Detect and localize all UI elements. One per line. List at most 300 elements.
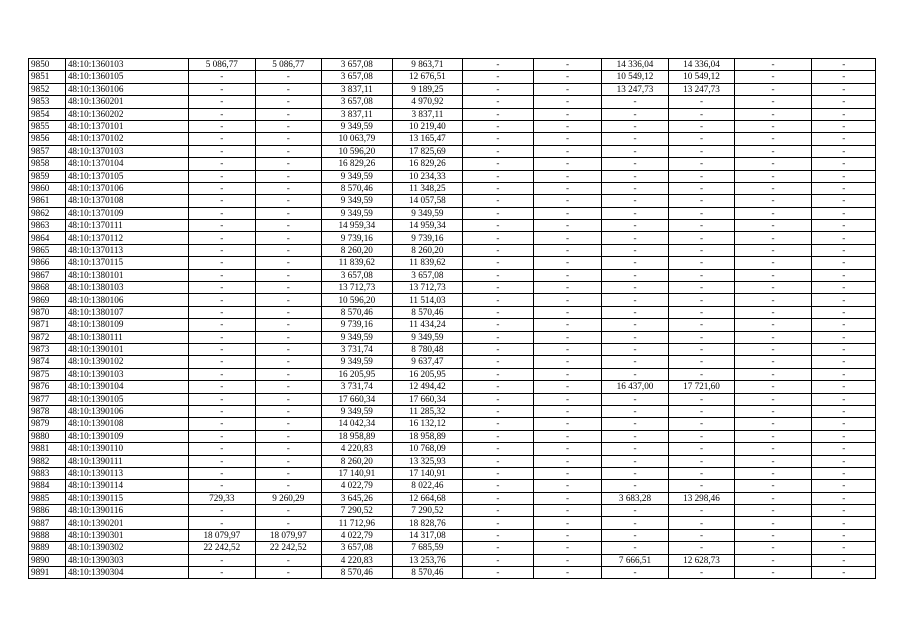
row-number-cell: 9881 [29, 443, 66, 455]
value-cell: - [256, 480, 321, 492]
value-cell: 7 666,51 [601, 554, 669, 566]
value-cell: 14 959,34 [393, 220, 463, 232]
cadastral-number-cell: 48:10:1390109 [65, 430, 188, 442]
value-cell: - [188, 554, 256, 566]
value-cell: 10 063,79 [321, 133, 393, 145]
table-row [29, 83, 876, 95]
value-cell: - [188, 356, 256, 368]
table-row [29, 343, 876, 355]
value-cell: - [601, 96, 669, 108]
cadastral-number-cell: 48:10:1390116 [65, 505, 188, 517]
value-cell: - [534, 554, 602, 566]
value-cell: - [669, 455, 734, 467]
row-number-cell: 9866 [29, 257, 66, 269]
cadastral-number-cell: 48:10:1390201 [65, 517, 188, 529]
value-cell: - [534, 467, 602, 479]
value-cell: 13 165,47 [393, 133, 463, 145]
value-cell: 11 348,25 [393, 182, 463, 194]
value-cell: - [812, 554, 876, 566]
value-cell: 4 022,79 [321, 529, 393, 541]
table-row [29, 517, 876, 529]
value-cell: - [812, 244, 876, 256]
table-row [29, 319, 876, 331]
value-cell: 16 132,12 [393, 418, 463, 430]
value-cell: - [601, 542, 669, 554]
table-row [29, 356, 876, 368]
value-cell: - [256, 96, 321, 108]
value-cell: - [256, 232, 321, 244]
cadastral-number-cell: 48:10:1390105 [65, 393, 188, 405]
row-number-cell: 9870 [29, 306, 66, 318]
value-cell: - [188, 195, 256, 207]
value-cell: - [462, 71, 534, 83]
value-cell: - [812, 443, 876, 455]
cadastral-number-cell: 48:10:1370111 [65, 220, 188, 232]
value-cell: 16 829,26 [393, 158, 463, 170]
value-cell: - [534, 59, 602, 71]
value-cell: - [812, 393, 876, 405]
value-cell: - [734, 505, 812, 517]
cadastral-number-cell: 48:10:1390110 [65, 443, 188, 455]
value-cell: - [734, 480, 812, 492]
value-cell: - [669, 443, 734, 455]
row-number-cell: 9884 [29, 480, 66, 492]
value-cell: - [534, 269, 602, 281]
value-cell: - [734, 306, 812, 318]
table-row [29, 505, 876, 517]
value-cell: 9 739,16 [393, 232, 463, 244]
value-cell: - [601, 257, 669, 269]
value-cell: 4 022,79 [321, 480, 393, 492]
value-cell: - [812, 120, 876, 132]
value-cell: - [734, 294, 812, 306]
value-cell: - [188, 257, 256, 269]
value-cell: - [812, 368, 876, 380]
value-cell: - [669, 257, 734, 269]
value-cell: - [601, 182, 669, 194]
value-cell: - [601, 567, 669, 579]
value-cell: 17 660,34 [321, 393, 393, 405]
value-cell: - [669, 145, 734, 157]
row-number-cell: 9873 [29, 343, 66, 355]
value-cell: - [669, 133, 734, 145]
value-cell: - [734, 542, 812, 554]
value-cell: - [534, 232, 602, 244]
value-cell: 9 349,59 [321, 356, 393, 368]
table-row [29, 71, 876, 83]
table-row [29, 567, 876, 579]
value-cell: - [669, 542, 734, 554]
value-cell: - [534, 480, 602, 492]
value-cell: - [734, 220, 812, 232]
value-cell: - [812, 542, 876, 554]
value-cell: - [669, 529, 734, 541]
value-cell: - [601, 170, 669, 182]
cadastral-number-cell: 48:10:1360106 [65, 83, 188, 95]
value-cell: - [601, 405, 669, 417]
value-cell: 3 837,11 [393, 108, 463, 120]
row-number-cell: 9853 [29, 96, 66, 108]
value-cell: - [601, 331, 669, 343]
table-row [29, 108, 876, 120]
value-cell: 12 628,73 [669, 554, 734, 566]
row-number-cell: 9856 [29, 133, 66, 145]
value-cell: - [534, 71, 602, 83]
row-number-cell: 9869 [29, 294, 66, 306]
value-cell: - [812, 294, 876, 306]
cadastral-number-cell: 48:10:1380109 [65, 319, 188, 331]
table-row [29, 294, 876, 306]
value-cell: 3 657,08 [321, 269, 393, 281]
table-row [29, 269, 876, 281]
value-cell: 3 657,08 [321, 59, 393, 71]
cadastral-number-cell: 48:10:1390113 [65, 467, 188, 479]
value-cell: 11 434,24 [393, 319, 463, 331]
value-cell: - [188, 145, 256, 157]
row-number-cell: 9871 [29, 319, 66, 331]
value-cell: - [734, 207, 812, 219]
value-cell: - [734, 133, 812, 145]
value-cell: - [669, 505, 734, 517]
value-cell: - [188, 455, 256, 467]
value-cell: 9 349,59 [321, 195, 393, 207]
table-row [29, 282, 876, 294]
value-cell: - [812, 220, 876, 232]
value-cell: - [669, 393, 734, 405]
table-row [29, 207, 876, 219]
value-cell: - [734, 405, 812, 417]
value-cell: - [188, 517, 256, 529]
value-cell: 10 549,12 [669, 71, 734, 83]
table-row [29, 381, 876, 393]
value-cell: 10 596,20 [321, 294, 393, 306]
value-cell: - [534, 381, 602, 393]
value-cell: 8 570,46 [321, 567, 393, 579]
value-cell: - [462, 133, 534, 145]
value-cell: 17 140,91 [321, 467, 393, 479]
value-cell: - [734, 83, 812, 95]
value-cell: 5 086,77 [256, 59, 321, 71]
value-cell: 10 219,40 [393, 120, 463, 132]
value-cell: 8 260,20 [393, 244, 463, 256]
row-number-cell: 9857 [29, 145, 66, 157]
value-cell: - [188, 467, 256, 479]
value-cell: 7 290,52 [321, 505, 393, 517]
value-cell: - [462, 331, 534, 343]
value-cell: - [669, 356, 734, 368]
value-cell: - [188, 96, 256, 108]
value-cell: 18 958,89 [321, 430, 393, 442]
table-row [29, 554, 876, 566]
value-cell: 12 676,51 [393, 71, 463, 83]
value-cell: - [462, 517, 534, 529]
row-number-cell: 9885 [29, 492, 66, 504]
table-row [29, 418, 876, 430]
value-cell: 4 220,83 [321, 443, 393, 455]
table-row [29, 480, 876, 492]
value-cell: - [734, 71, 812, 83]
cadastral-number-cell: 48:10:1360105 [65, 71, 188, 83]
value-cell: - [812, 430, 876, 442]
value-cell: 9 189,25 [393, 83, 463, 95]
value-cell: - [256, 567, 321, 579]
cadastral-number-cell: 48:10:1370108 [65, 195, 188, 207]
value-cell: - [669, 232, 734, 244]
value-cell: 3 657,08 [321, 542, 393, 554]
value-cell: 9 349,59 [393, 331, 463, 343]
value-cell: - [734, 145, 812, 157]
value-cell: - [462, 220, 534, 232]
value-cell: - [734, 158, 812, 170]
row-number-cell: 9882 [29, 455, 66, 467]
value-cell: - [188, 133, 256, 145]
value-cell: - [734, 96, 812, 108]
cadastral-number-cell: 48:10:1380107 [65, 306, 188, 318]
value-cell: - [812, 492, 876, 504]
value-cell: - [669, 306, 734, 318]
value-cell: - [812, 282, 876, 294]
value-cell: - [734, 244, 812, 256]
table-row [29, 182, 876, 194]
value-cell: 8 022,46 [393, 480, 463, 492]
value-cell: - [812, 418, 876, 430]
value-cell: 17 660,34 [393, 393, 463, 405]
value-cell: 3 731,74 [321, 381, 393, 393]
value-cell: - [669, 108, 734, 120]
value-cell: - [812, 96, 876, 108]
value-cell: 10 596,20 [321, 145, 393, 157]
row-number-cell: 9872 [29, 331, 66, 343]
value-cell: - [812, 133, 876, 145]
value-cell: - [256, 158, 321, 170]
value-cell: - [256, 282, 321, 294]
table-row [29, 244, 876, 256]
value-cell: - [256, 83, 321, 95]
value-cell: - [188, 269, 256, 281]
value-cell: - [534, 542, 602, 554]
value-cell: - [188, 405, 256, 417]
value-cell: - [812, 59, 876, 71]
value-cell: - [812, 71, 876, 83]
value-cell: 22 242,52 [256, 542, 321, 554]
value-cell: - [462, 567, 534, 579]
value-cell: - [669, 269, 734, 281]
value-cell: 9 260,29 [256, 492, 321, 504]
value-cell: - [734, 368, 812, 380]
row-number-cell: 9851 [29, 71, 66, 83]
value-cell: 14 317,08 [393, 529, 463, 541]
value-cell: - [256, 455, 321, 467]
cadastral-number-cell: 48:10:1370112 [65, 232, 188, 244]
value-cell: - [669, 120, 734, 132]
value-cell: - [601, 158, 669, 170]
value-cell: - [188, 443, 256, 455]
value-cell: - [601, 195, 669, 207]
value-cell: - [534, 343, 602, 355]
value-cell: 9 349,59 [321, 331, 393, 343]
value-cell: - [534, 220, 602, 232]
value-cell: 17 140,91 [393, 467, 463, 479]
value-cell: 3 657,08 [321, 96, 393, 108]
value-cell: - [462, 232, 534, 244]
row-number-cell: 9891 [29, 567, 66, 579]
value-cell: 3 837,11 [321, 83, 393, 95]
value-cell: - [812, 195, 876, 207]
value-cell: 10 768,09 [393, 443, 463, 455]
value-cell: - [669, 170, 734, 182]
row-number-cell: 9886 [29, 505, 66, 517]
value-cell: - [256, 505, 321, 517]
value-cell: - [734, 331, 812, 343]
value-cell: 7 685,59 [393, 542, 463, 554]
value-cell: 3 683,28 [601, 492, 669, 504]
row-number-cell: 9864 [29, 232, 66, 244]
cadastral-number-cell: 48:10:1390301 [65, 529, 188, 541]
value-cell: - [534, 393, 602, 405]
row-number-cell: 9878 [29, 405, 66, 417]
cadastral-number-cell: 48:10:1390104 [65, 381, 188, 393]
value-cell: - [462, 207, 534, 219]
value-cell: - [462, 356, 534, 368]
table-row [29, 96, 876, 108]
value-cell: - [256, 443, 321, 455]
value-cell: - [462, 108, 534, 120]
row-number-cell: 9854 [29, 108, 66, 120]
value-cell: 8 570,46 [321, 182, 393, 194]
value-cell: - [188, 170, 256, 182]
value-cell: - [734, 356, 812, 368]
value-cell: 10 549,12 [601, 71, 669, 83]
value-cell: - [734, 343, 812, 355]
value-cell: - [462, 430, 534, 442]
cadastral-number-cell: 48:10:1370101 [65, 120, 188, 132]
value-cell: 14 336,04 [669, 59, 734, 71]
value-cell: 13 325,93 [393, 455, 463, 467]
value-cell: - [534, 158, 602, 170]
value-cell: - [534, 430, 602, 442]
value-cell: - [601, 145, 669, 157]
row-number-cell: 9865 [29, 244, 66, 256]
value-cell: - [534, 319, 602, 331]
value-cell: - [462, 343, 534, 355]
cadastral-number-cell: 48:10:1370106 [65, 182, 188, 194]
value-cell: - [734, 554, 812, 566]
value-cell: - [669, 567, 734, 579]
value-cell: 5 086,77 [188, 59, 256, 71]
value-cell: - [256, 294, 321, 306]
value-cell: - [256, 195, 321, 207]
value-cell: - [734, 282, 812, 294]
value-cell: - [256, 393, 321, 405]
value-cell: - [669, 220, 734, 232]
value-cell: - [462, 294, 534, 306]
table-row [29, 455, 876, 467]
value-cell: - [812, 356, 876, 368]
value-cell: - [188, 567, 256, 579]
value-cell: - [734, 517, 812, 529]
value-cell: - [534, 455, 602, 467]
value-cell: - [734, 108, 812, 120]
value-cell: - [462, 145, 534, 157]
row-number-cell: 9887 [29, 517, 66, 529]
value-cell: 3 657,08 [321, 71, 393, 83]
value-cell: - [462, 269, 534, 281]
value-cell: - [812, 269, 876, 281]
value-cell: - [462, 455, 534, 467]
value-cell: - [256, 418, 321, 430]
value-cell: 18 079,97 [188, 529, 256, 541]
row-number-cell: 9863 [29, 220, 66, 232]
value-cell: - [462, 405, 534, 417]
row-number-cell: 9855 [29, 120, 66, 132]
value-cell: - [462, 158, 534, 170]
value-cell: - [601, 220, 669, 232]
value-cell: - [188, 505, 256, 517]
value-cell: - [462, 467, 534, 479]
row-number-cell: 9867 [29, 269, 66, 281]
value-cell: - [534, 443, 602, 455]
value-cell: 18 079,97 [256, 529, 321, 541]
value-cell: 12 664,68 [393, 492, 463, 504]
value-cell: - [669, 195, 734, 207]
value-cell: - [669, 244, 734, 256]
cadastral-number-cell: 48:10:1380111 [65, 331, 188, 343]
value-cell: - [669, 182, 734, 194]
value-cell: - [188, 120, 256, 132]
value-cell: - [812, 529, 876, 541]
value-cell: - [534, 120, 602, 132]
value-cell: 8 260,20 [321, 455, 393, 467]
value-cell: 16 205,95 [321, 368, 393, 380]
value-cell: - [601, 505, 669, 517]
value-cell: 4 220,83 [321, 554, 393, 566]
value-cell: - [734, 381, 812, 393]
value-cell: - [188, 244, 256, 256]
value-cell: - [734, 170, 812, 182]
value-cell: - [462, 182, 534, 194]
value-cell: - [812, 467, 876, 479]
value-cell: 16 437,00 [601, 381, 669, 393]
value-cell: - [734, 232, 812, 244]
value-cell: - [669, 282, 734, 294]
value-cell: - [812, 207, 876, 219]
value-cell: - [669, 96, 734, 108]
value-cell: - [812, 505, 876, 517]
cadastral-number-cell: 48:10:1390101 [65, 343, 188, 355]
table-row [29, 120, 876, 132]
value-cell: 9 349,59 [321, 405, 393, 417]
value-cell: - [534, 517, 602, 529]
table-row [29, 306, 876, 318]
value-cell: - [256, 269, 321, 281]
value-cell: - [462, 529, 534, 541]
value-cell: 12 494,42 [393, 381, 463, 393]
value-cell: - [734, 455, 812, 467]
value-cell: - [601, 529, 669, 541]
value-cell: - [462, 368, 534, 380]
value-cell: - [462, 505, 534, 517]
row-number-cell: 9874 [29, 356, 66, 368]
value-cell: 9 739,16 [321, 319, 393, 331]
value-cell: - [534, 418, 602, 430]
value-cell: - [534, 96, 602, 108]
value-cell: 18 958,89 [393, 430, 463, 442]
cadastral-number-cell: 48:10:1370102 [65, 133, 188, 145]
value-cell: - [534, 170, 602, 182]
cadastral-number-cell: 48:10:1370115 [65, 257, 188, 269]
cadastral-number-cell: 48:10:1390114 [65, 480, 188, 492]
cadastral-number-cell: 48:10:1380103 [65, 282, 188, 294]
